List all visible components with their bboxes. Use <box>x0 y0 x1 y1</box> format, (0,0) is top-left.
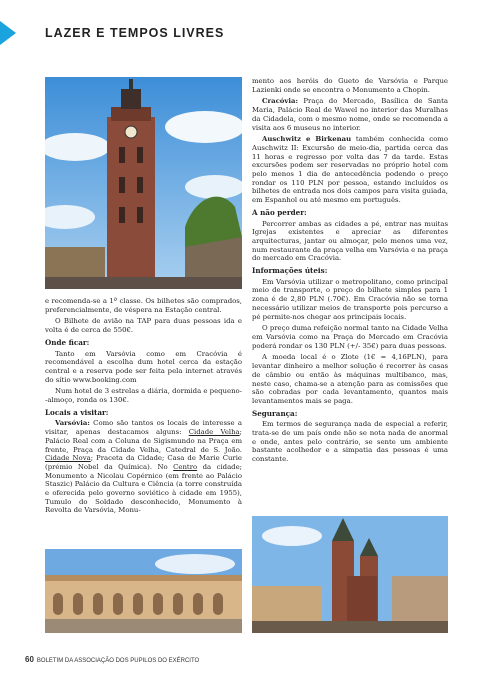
heading-seguranca: Segurança: <box>252 408 298 418</box>
section-tab-marker <box>0 21 16 45</box>
heading-locais-a-visitar: Locais a visitar: <box>45 407 109 417</box>
paragraph: e recomenda-se a 1ª classe. Os bilhetes são comprados, preferencialmente, de véspera na Estação central. <box>45 297 242 314</box>
paragraph-varsovia: Varsóvia: Como são tantos os locais de interesse a visitar, apenas destacamos alguns: Cidade Velha; Palácio Real com a Coluna de Sigismundo na Praça em frente, Praça da Cidade Velha, Catedral de S. João. Cidade Nova; Praceta da Cidade; Casa de Marie Curie (prémio Nobel da Química). No Centro da cidade; Monumento a Nicolau Copérnico (em frente ao Palácio Staszic) Palácio da Cultura e Ciência (a torre construída e oferecida pelo governo soviético à cidade em 1955), Tumulo do Soldado desconhecido, Monumento à Revolta de Varsóvia, Monu- <box>45 419 242 515</box>
paragraph: A moeda local é o Zlote (1€ = 4,16PLN), para levantar dinheiro a melhor solução é recorrer às casas de câmbio ou então às máquinas multibanco, mas, neste caso, chama-se a atenção para as comissões que são cobradas por cada levantamento, quantos mais levantamentos mais se paga. <box>252 353 448 405</box>
paragraph-cracovia: Cracóvia: Praça do Mercado, Basílica de Santa Maria, Palácio Real de Wawel no interior das Muralhas da Cidadela, com o mesmo nome, onde se recomenda a visita aos 6 museus no interior. <box>252 97 448 132</box>
publication-name: BOLETIM DA ASSOCIAÇÃO DOS PUPILOS DO EXÉRCITO <box>36 658 200 664</box>
heading-onde-ficar: Onde ficar: <box>45 337 90 347</box>
heading-a-nao-perder: A não perder: <box>252 207 307 217</box>
page-number: 60 <box>25 655 34 664</box>
photo-cloth-hall <box>45 549 242 633</box>
label-varsovia: Varsóvia: <box>55 419 90 428</box>
heading-informacoes-uteis: Informações úteis: <box>252 266 328 276</box>
underlined-term: Cidade Velha <box>188 428 240 437</box>
page-footer <box>25 655 199 664</box>
section-title: LAZER E TEMPOS LIVRES <box>45 26 225 40</box>
paragraph: Percorrer ambas as cidades a pé, entrar nas muitas Igrejas existentes e apreciar as diferentes arquitecturas, jantar ou almoçar, pelo menos uma vez, num restaurante da praça velha em Varsóvia e na praça do mercado em Cracóvia. <box>252 219 448 263</box>
paragraph-auschwitz: Auschwitz e Birkenau também conhecida como Auschwitz II: Excursão de meio-dia, partida cerca das 11 horas e regresso por volta das 7 da tarde. Estas excursões podem ser reservadas no próprio hotel com pelo menos 1 dia de antecedência podendo o preço rondar os 110 PLN por pessoa, estando incluídos os bilhetes de entrada nos dois campos para visita guiada, em Espanhol ou até mesmo em português. <box>252 135 448 205</box>
underlined-term: Centro <box>173 462 198 471</box>
paragraph: O Bilhete de avião na TAP para duas pessoas ida e volta é de cerca de 550€. <box>45 317 242 335</box>
underlined-term: Cidade Nova <box>45 454 91 463</box>
paragraph: Num hotel de 3 estrelas a diária, dormida e pequeno--almoço, ronda os 130€. <box>45 387 242 405</box>
paragraph: mento aos heróis do Gueto de Varsóvia e Parque Lazienki onde se encontra o Monumento a Chopin. <box>252 77 448 94</box>
left-column-text <box>45 297 242 518</box>
photo-town-hall-tower <box>45 77 242 289</box>
paragraph: Em Varsóvia utilizar o metropolitano, como principal meio de transporte, o preço do bilhete simples para 1 zona é de 2,80 PLN (.70€). Em Cracóvia não se torna necessário utilizar meios de transporte pois percurso a pé permite-nos chegar aos principais locais. <box>252 277 448 321</box>
paragraph: Tanto em Varsóvia como em Cracóvia é recomendável a escolha dum hotel cerca da estação central e a reserva pode ser feita pela internet através do sítio www.booking.com <box>45 349 242 384</box>
paragraph: O preço duma refeição normal tanto na Cidade Velha em Varsóvia como na Praça do Mercado em Cracóvia poderá rondar os 130 PLN (+/- 35€) para duas pessoas. <box>252 324 448 350</box>
right-column-text <box>252 77 448 467</box>
paragraph: Em termos de segurança nada de especial a referir, trata-se de um país onde não se nota nada de anormal e onde, antes pelo contrário, se sente um ambiente bastante acolhedor e a simpatia das pessoas é uma constante. <box>252 420 448 464</box>
photo-st-marys-basilica <box>252 516 448 633</box>
